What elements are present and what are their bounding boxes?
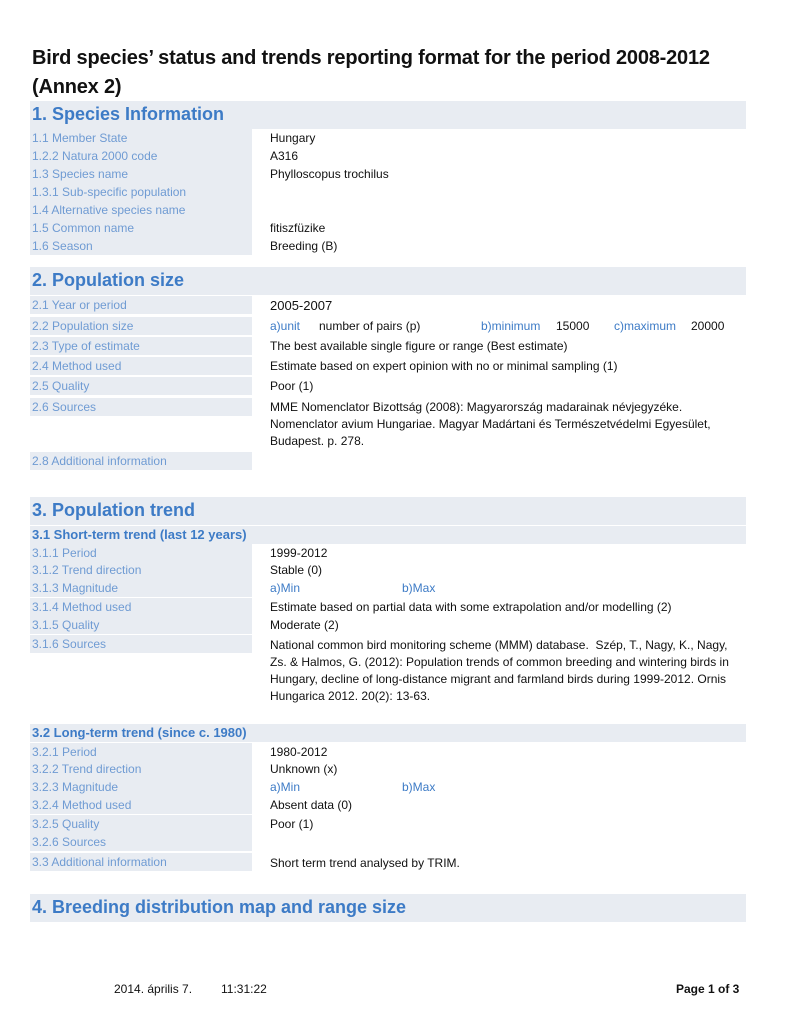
field-label: 3.1.4 Method used	[30, 598, 252, 616]
field-label: 1.3 Species name	[30, 165, 252, 183]
field-label: 2.5 Quality	[30, 377, 252, 395]
field-label: 1.3.1 Sub-specific population	[30, 183, 252, 201]
common-name-value: fitiszfüzike	[270, 221, 326, 235]
section-population-size	[30, 267, 746, 295]
unit-value: number of pairs (p)	[319, 319, 421, 333]
section-heading: 4. Breeding distribution map and range size	[32, 897, 407, 917]
short-max-label: b)Max	[402, 581, 436, 595]
footer-time: 11:31:22	[221, 982, 267, 996]
field-label: 2.4 Method used	[30, 357, 252, 375]
long-direction-value: Unknown (x)	[270, 762, 338, 776]
sources-value: MME Nomenclator Bizottság (2008): Magyarország madarainak névjegyzéke. Nomenclator avium Hungariae. Magyar Madártani és Természetvédelmi Egyesület, Budapest. p. 278.	[270, 400, 711, 448]
short-term-subheading: 3.1 Short-term trend (last 12 years)	[30, 526, 746, 544]
field-label: 3.1.5 Quality	[30, 616, 252, 634]
field-label: 3.1.6 Sources	[30, 635, 252, 653]
page-number: Page 1 of 3	[676, 982, 740, 996]
section-heading: 1. Species Information	[32, 104, 225, 124]
field-label: 1.5 Common name	[30, 219, 252, 237]
long-quality-value: Poor (1)	[270, 817, 314, 831]
field-label: 1.6 Season	[30, 237, 252, 255]
long-term-subheading: 3.2 Long-term trend (since c. 1980)	[30, 724, 746, 742]
field-label: 3.1.2 Trend direction	[30, 561, 252, 579]
minimum-label: b)minimum	[481, 319, 541, 333]
short-quality-value: Moderate (2)	[270, 618, 339, 632]
species-name-value: Phylloscopus trochilus	[270, 167, 389, 181]
field-label: 2.8 Additional information	[30, 452, 252, 470]
field-label: 1.4 Alternative species name	[30, 201, 252, 219]
long-min-label: a)Min	[270, 780, 301, 794]
maximum-label: c)maximum	[614, 319, 676, 333]
section-population-trend	[30, 497, 746, 525]
additional-info-value: Short term trend analysed by TRIM.	[270, 856, 460, 870]
unit-label: a)unit	[270, 319, 301, 333]
short-sources-value: National common bird monitoring scheme (MMM) database. Szép, T., Nagy, K., Nagy, Zs. & Halmos, G. (2012): Population trends of common breeding and wintering birds in Hungary, decline of long-distance migrant and farmland birds during 1999-2012. Ornis Hungarica 2012. 20(2): 13-63.	[270, 638, 729, 703]
field-label: 3.2.3 Magnitude	[30, 778, 252, 796]
maximum-value: 20000	[691, 319, 725, 333]
field-label: 2.3 Type of estimate	[30, 337, 252, 355]
field-label: 2.1 Year or period	[30, 296, 252, 314]
section-breeding-distribution	[30, 894, 746, 922]
field-label: 1.2.2 Natura 2000 code	[30, 147, 252, 165]
section-heading: 2. Population size	[32, 270, 185, 290]
document-title: Bird species’ status and trends reporting format for the period 2008-2012 (Annex 2)	[32, 47, 710, 98]
quality-value: Poor (1)	[270, 379, 314, 393]
season-value: Breeding (B)	[270, 239, 338, 253]
field-label: 3.2.4 Method used	[30, 796, 252, 814]
short-direction-value: Stable (0)	[270, 563, 323, 577]
estimate-type-value: The best available single figure or range (Best estimate)	[270, 339, 568, 353]
short-min-label: a)Min	[270, 581, 301, 595]
section-species-information	[30, 101, 746, 129]
field-label: 3.2.6 Sources	[30, 833, 252, 851]
field-label: 1.1 Member State	[30, 129, 252, 147]
method-value: Estimate based on expert opinion with no or minimal sampling (1)	[270, 359, 618, 373]
field-label: 3.3 Additional information	[30, 853, 252, 871]
field-label: 3.2.2 Trend direction	[30, 760, 252, 778]
long-max-label: b)Max	[402, 780, 436, 794]
field-label: 2.6 Sources	[30, 398, 252, 416]
field-label: 2.2 Population size	[30, 317, 252, 335]
minimum-value: 15000	[556, 319, 590, 333]
long-method-value: Absent data (0)	[270, 798, 353, 812]
field-label: 3.2.1 Period	[30, 743, 252, 761]
field-label: 3.1.1 Period	[30, 544, 252, 562]
short-period-value: 1999-2012	[270, 546, 328, 560]
short-method-value: Estimate based on partial data with some extrapolation and/or modelling (2)	[270, 600, 672, 614]
footer-date: 2014. április 7.	[114, 982, 193, 996]
field-label: 3.2.5 Quality	[30, 815, 252, 833]
member-state-value: Hungary	[270, 131, 316, 145]
long-period-value: 1980-2012	[270, 745, 328, 759]
field-label: 3.1.3 Magnitude	[30, 579, 252, 597]
year-value: 2005-2007	[270, 298, 333, 313]
natura-code-value: A316	[270, 149, 299, 163]
section-heading: 3. Population trend	[32, 500, 196, 520]
